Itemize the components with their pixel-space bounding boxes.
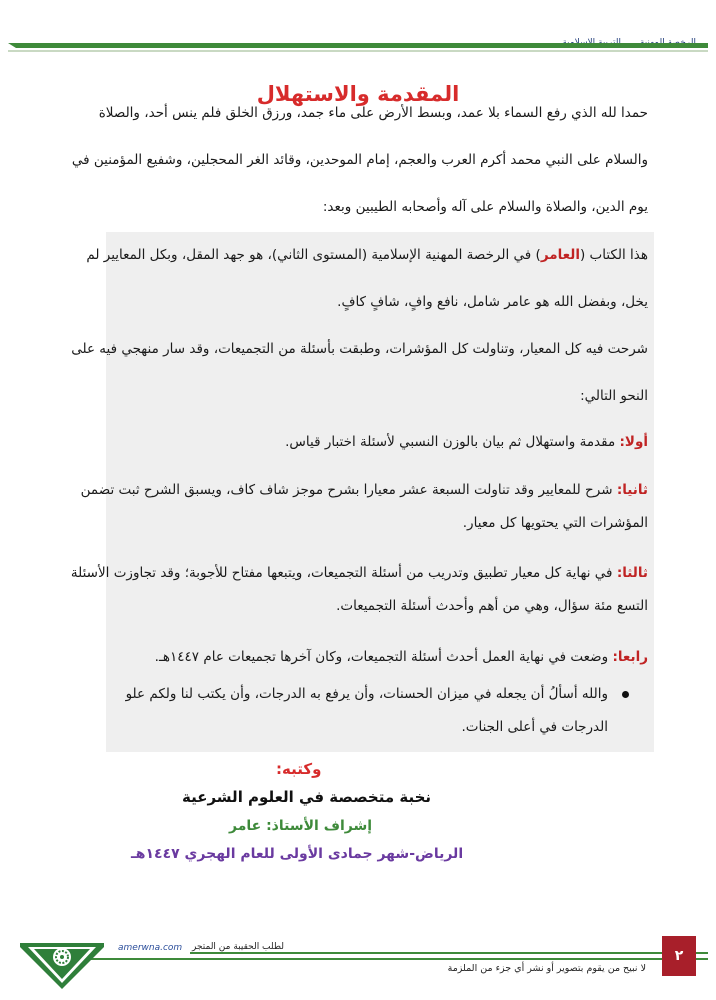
footer-rule bbox=[190, 952, 708, 954]
point-3-label: ثالثا: bbox=[616, 565, 648, 581]
copyright-notice: لا نبيح من يقوم بتصوير أو نشر أي جزء من الملزمة bbox=[447, 963, 646, 974]
store-note: لطلب الحقيبة من المتجر bbox=[192, 942, 284, 952]
method-paragraph: شرحت فيه كل المعيار، وتناولت كل المؤشرات، وطبقت بأسئلة من التجميعات، وقد سار منهجي فيه على النحو التالي: bbox=[71, 341, 648, 404]
prayer-paragraph: والله أسألُ أن يجعله في ميزان الحسنات، وأن يرفع به الدرجات، وأن يكتب لنا ولكم علو الدرجات في أعلى الجنات. bbox=[125, 686, 608, 735]
point-2 bbox=[58, 474, 648, 540]
book-name: العامر bbox=[540, 247, 580, 263]
point-1-text: مقدمة واستهلال ثم بيان بالوزن النسبي لأسئلة اختبار قياس. bbox=[285, 434, 616, 450]
point-2-text: شرح للمعايير وقد تناولت السبعة عشر معيارا بشرح موجز شاف كاف، ويسبق الشرح ثبت تضمن المؤشرات التي يحتويها كل معيار. bbox=[80, 482, 648, 531]
point-1 bbox=[58, 426, 648, 459]
signature-label: وكتبه: bbox=[276, 760, 322, 778]
footer-rule-lower bbox=[88, 958, 708, 960]
book-paragraph bbox=[58, 232, 648, 326]
point-4-label: رابعا: bbox=[612, 649, 648, 665]
brand-logo-icon bbox=[20, 935, 104, 991]
point-2-label: ثانيا: bbox=[616, 482, 648, 498]
signature-supervisor: إشراف الأستاذ: عامر bbox=[229, 818, 373, 834]
point-4 bbox=[58, 641, 648, 674]
book-text-after: ) في الرخصة المهنية الإسلامية (المستوى الثاني)، هو جهد المقل، وبكل المعايير لم يخل، وبفضل الله هو عامر شامل، نافع وافٍ، شافٍ كافٍ. bbox=[86, 247, 648, 310]
point-3-text: في نهاية كل معيار تطبيق وتدريب من أسئلة التجميعات، ويتبعها مفتاح للأجوبة؛ وقد تجاوزت الأسئلة التسع مئة سؤال، وهي من أهم وأحدث أسئلة التجميعات. bbox=[70, 565, 648, 614]
signature-group: نخبة متخصصة في العلوم الشرعية bbox=[182, 788, 432, 806]
point-3 bbox=[58, 557, 648, 623]
point-4-text: وضعت في نهاية العمل أحدث أسئلة التجميعات، وكان آخرها تجميعات عام ١٤٤٧هـ. bbox=[154, 649, 609, 665]
book-text-before: هذا الكتاب ( bbox=[579, 247, 648, 263]
bullet-icon bbox=[622, 691, 629, 698]
page-title: المقدمة والاستهلال bbox=[256, 82, 460, 107]
website-link[interactable]: amerwna.com bbox=[118, 943, 183, 953]
header-rule-light bbox=[8, 50, 708, 52]
intro-paragraph: حمدا لله الذي رفع السماء بلا عمد، وبسط الأرض على ماء جمد، ورزق الخلق فلم ينس أحد، والصلاة والسلام على النبي محمد أكرم العرب والعجم، إمام الموحدين، وقائد الغر المحجلين، وشفيع المؤمنين في يوم الدين، والصلاة والسلام على آله وأصحابه الطيبين وبعد: bbox=[71, 105, 648, 215]
page-number: ٢ bbox=[662, 936, 696, 976]
page-header bbox=[0, 0, 716, 58]
header-rule bbox=[8, 43, 708, 48]
signature-place-date: الرياض-شهر جمادى الأولى للعام الهجري ١٤٤٧هـ bbox=[131, 846, 464, 862]
point-1-label: أولا: bbox=[619, 434, 648, 450]
